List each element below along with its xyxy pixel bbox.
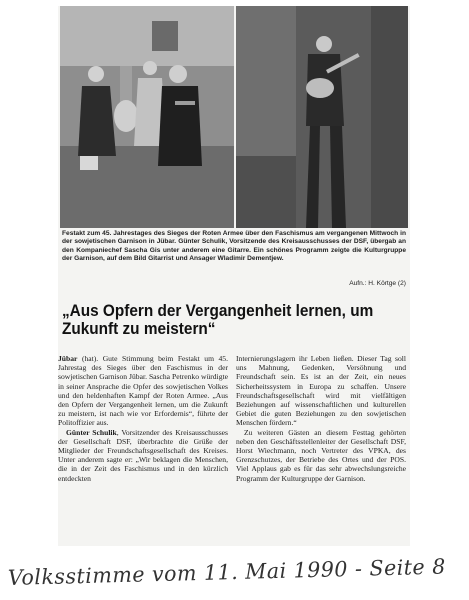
photo-guitarist — [236, 6, 408, 228]
article-column-right — [236, 354, 406, 483]
article-headline: „Aus Opfern der Vergangenheit lernen, um Zukunft zu meistern“ — [62, 302, 374, 338]
article-column-left — [58, 354, 228, 483]
paragraph: Zu weiteren Gästen an diesem Festtag gehörten neben den Geschäftsstellenleiter der Gesellschaft DSF, Horst Wiechmann, noch Vertreter des VPKA, des Grenzschutzes, der Betriebe des Ortes und der POS. Viel Applaus gab es für das sehr abwechslungsreiche Programm der Kulturgruppe der Garnison. — [236, 427, 406, 483]
photo-ceremony — [60, 6, 234, 228]
handwritten-source-note: Volksstimme vom 11. Mai 1990 - Seite 8 — [7, 554, 447, 590]
paragraph: Günter Schulik, Vorsitzender des Kreisausschusses der Gesellschaft DSF, überbrachte die Grüße der Mitglieder der Freundschaftsgesellschaft des Kreises. Unter anderem sagte er: „Wir beklagen die Menschen, die in der Zeit des Faschismus und in den kürzlich entdeckten — [58, 427, 228, 483]
paragraph: Internierungslagern ihr Leben ließen. Dieser Tag soll uns Mahnung, Gedenken, Versöhnung und Freundschaft sein. Es ist an der Zeit, ein neues Sicherheitssystem in Europa zu schaffen. Unsere Freundschaftsgesellschaft wird mit vielfältigen Beziehungen auf wissenschaftlichen und kulturellen Gebiet die guten Beziehungen zu den sowjetischen Menschen fördern.“ — [236, 354, 406, 428]
photo-guitarist-image — [236, 6, 408, 228]
photo-credit: Aufn.: H. Körtge (2) — [349, 280, 406, 287]
paragraph: Jübar (hat). Gute Stimmung beim Festakt um 45. Jahrestag des Sieges über den Faschismus in der sowjetischen Garnison Jübar. Sascha Petrenko würdigte in seiner Ansprache die Opfer des sowjetischen Volkes und den heldenhaften Kampf der Roten Armee. „Aus den Opfern der Vergangenheit lernen, um die Zukunft zu meistern, ist nach wie vor Erfordernis“, führte der Politoffizier aus. — [58, 354, 228, 428]
photo-caption: Festakt zum 45. Jahrestages des Sieges der Roten Armee über den Faschismus am vergangenen Mittwoch in der sowjetischen Garnison in Jübar. Günter Schulik, Vorsitzende des Kreisausschusses der DSF, übergab an den Kompaniechef Sascha Gis unter anderem eine Gitarre. Ein schönes Programm zeigte die Kulturgruppe der Garnison, auf dem Bild Gitarrist und Ansager Wladimir Dementjew. — [62, 230, 406, 262]
photo-ceremony-image — [60, 6, 234, 228]
newspaper-clipping — [58, 6, 410, 546]
